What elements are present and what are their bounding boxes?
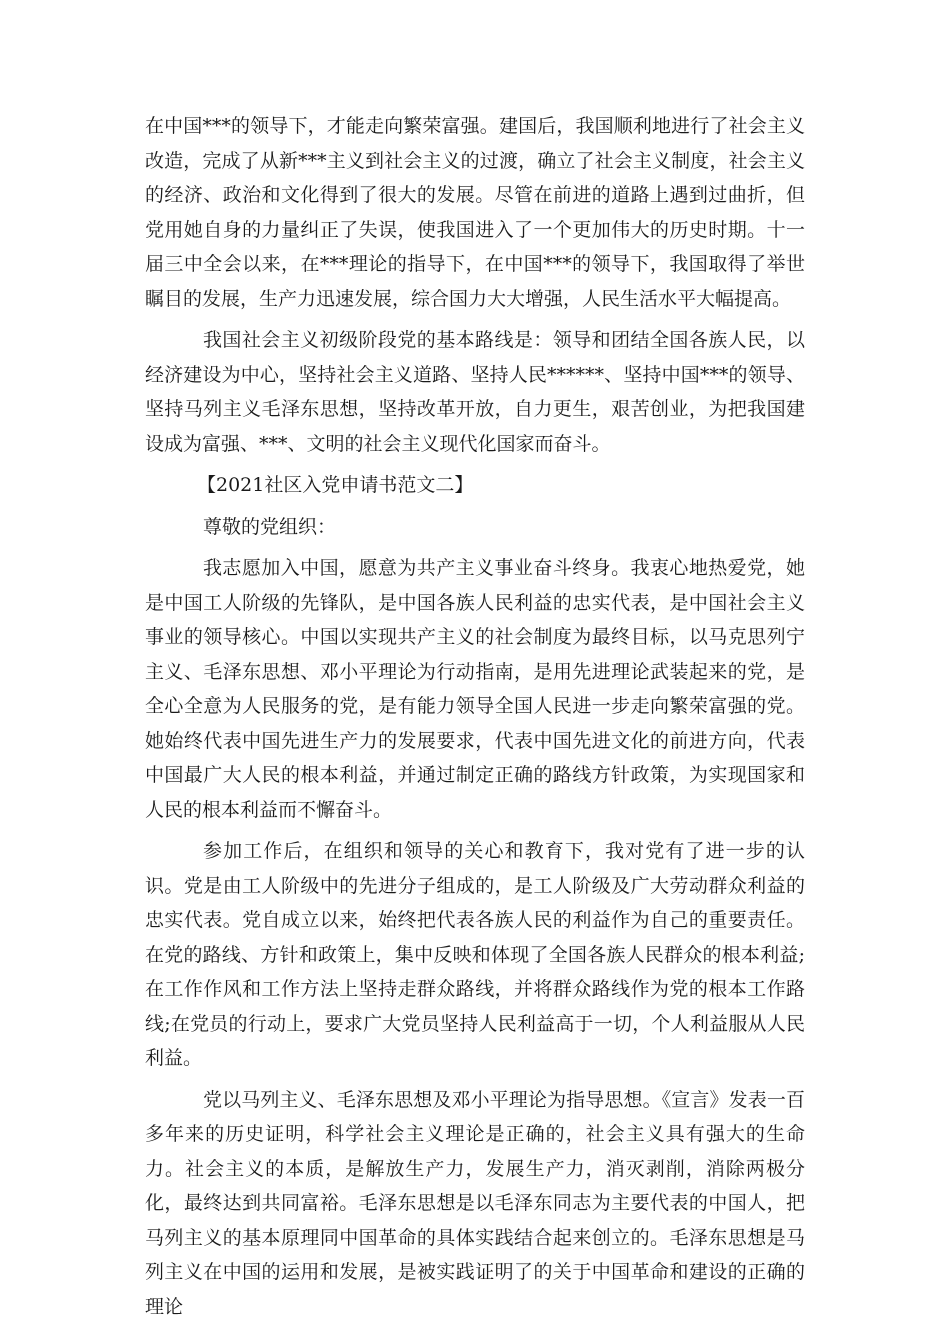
section-heading: 【2021社区入党申请书范文二】 [197, 474, 474, 496]
paragraph-basic-line: 我国社会主义初级阶段党的基本路线是：领导和团结全国各族人民，以经济建设为中心，坚持社会主义道路、坚持人民******、坚持中国***的领导、坚持马列主义毛泽东思想，坚持改革开放，自力更生，艰苦创业，为把我国建设成为富强、***、文明的社会主义现代化国家而奋斗。 [145, 329, 805, 455]
paragraph-continuation: 在中国***的领导下，才能走向繁荣富强。建国后，我国顺利地进行了社会主义改造，完成了从新***主义到社会主义的过渡，确立了社会主义制度，社会主义的经济、政治和文化得到了很大的发展。尽管在前进的道路上遇到过曲折，但党用她自身的力量纠正了失误，使我国进入了一个更加伟大的历史时期。十一届三中全会以来，在***理论的指导下，在中国***的领导下，我国取得了举世瞩目的发展，生产力迅速发展，综合国力大大增强，人民生活水平大幅提高。 [145, 115, 805, 310]
document-body [145, 109, 805, 1331]
paragraph-intro: 我志愿加入中国，愿意为共产主义事业奋斗终身。我衷心地热爱党，她是中国工人阶级的先锋队，是中国各族人民利益的忠实代表，是中国社会主义事业的领导核心。中国以实现共产主义的社会制度为最终目标，以马克思列宁主义、毛泽东思想、邓小平理论为行动指南，是用先进理论武装起来的党，是全心全意为人民服务的党，是有能力领导全国人民进一步走向繁荣富强的党。她始终代表中国先进生产力的发展要求，代表中国先进文化的前进方向，代表中国最广大人民的根本利益，并通过制定正确的路线方针政策，为实现国家和人民的根本利益而不懈奋斗。 [145, 557, 805, 821]
paragraph-ideology: 党以马列主义、毛泽东思想及邓小平理论为指导思想。《宣言》发表一百多年来的历史证明，科学社会主义理论是正确的，社会主义具有强大的生命力。社会主义的本质，是解放生产力，发展生产力，消灭剥削，消除两极分化，最终达到共同富裕。毛泽东思想是以毛泽东同志为主要代表的中国人，把马列主义的基本原理同中国革命的具体实践结合起来创立的。毛泽东思想是马列主义在中国的运用和发展，是被实践证明了的关于中国革命和建设的正确的理论 [145, 1088, 805, 1318]
paragraph-work: 参加工作后，在组织和领导的关心和教育下，我对党有了进一步的认识。党是由工人阶级中的先进分子组成的，是工人阶级及广大劳动群众利益的忠实代表。党自成立以来，始终把代表各族人民的利益作为自己的重要责任。在党的路线、方针和政策上，集中反映和体现了全国各族人民群众的根本利益;在工作作风和工作方法上坚持走群众路线，并将群众路线作为党的根本工作路线;在党员的行动上，要求广大党员坚持人民利益高于一切，个人利益服从人民利益。 [145, 840, 805, 1069]
salutation: 尊敬的党组织： [203, 515, 337, 538]
